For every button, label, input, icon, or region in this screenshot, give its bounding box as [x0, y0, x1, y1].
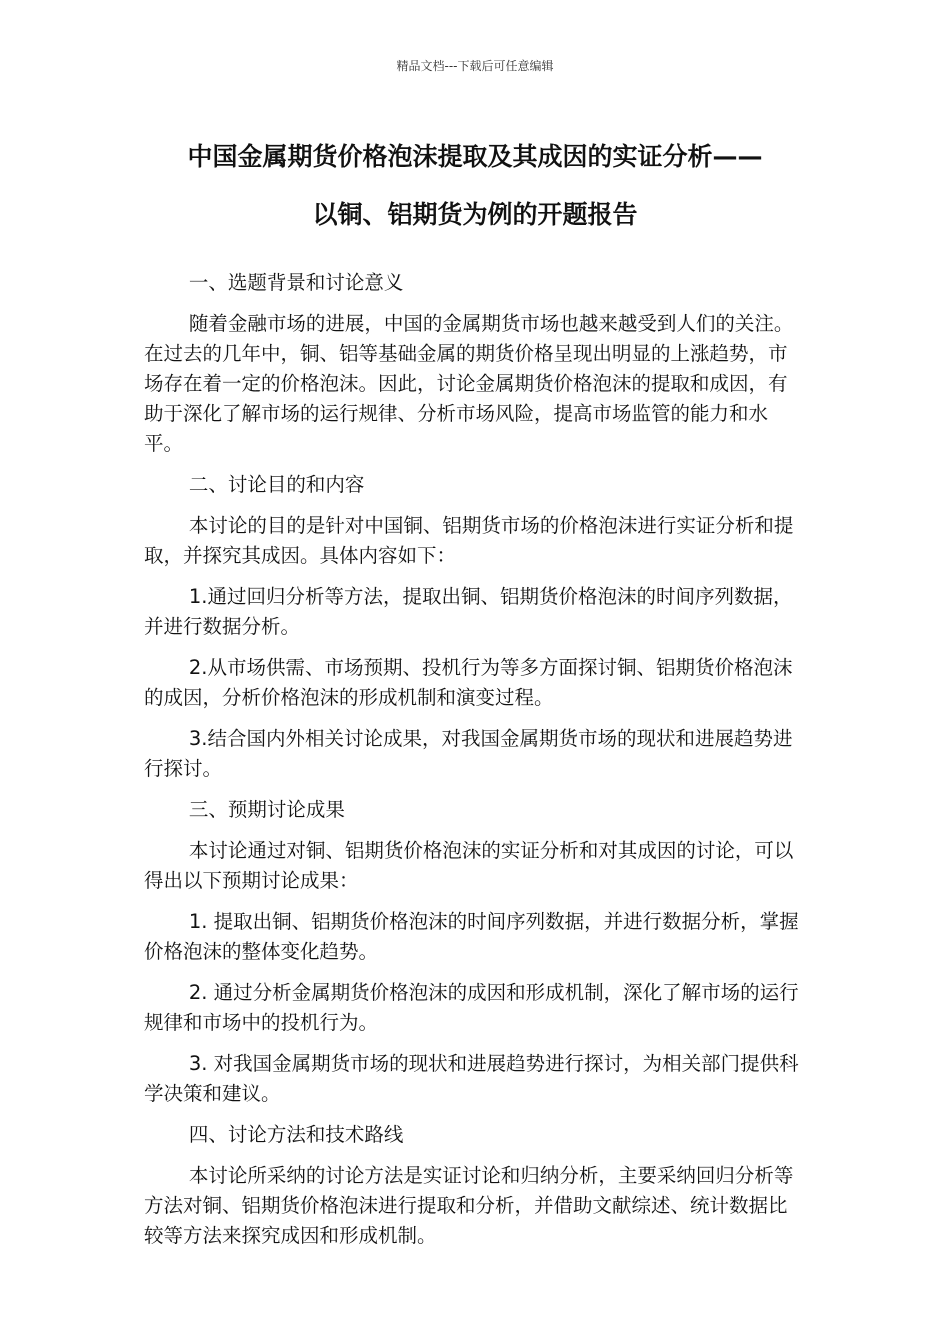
- list-item-objective-2: 2.从市场供需、市场预期、投机行为等多方面探讨铜、铝期货价格泡沫的成因，分析价格泡沫的形成机制和演变过程。: [144, 656, 793, 709]
- page-header: 精品文档---下载后可任意编辑: [396, 59, 554, 73]
- list-item-result-1: 1. 提取出铜、铝期货价格泡沫的时间序列数据，并进行数据分析，掌握价格泡沫的整体变化趋势。: [144, 910, 799, 963]
- document-body: [144, 268, 800, 1262]
- section-heading-background: 一、选题背景和讨论意义: [188, 271, 404, 294]
- paragraph-objectives: 本讨论的目的是针对中国铜、铝期货市场的价格泡沫进行实证分析和提取，并探究其成因。具体内容如下：: [144, 514, 794, 567]
- document-title-line-1: 中国金属期货价格泡沫提取及其成因的实证分析——: [187, 142, 763, 171]
- list-item-result-3: 3. 对我国金属期货市场的现状和进展趋势进行探讨，为相关部门提供科学决策和建议。: [144, 1052, 799, 1105]
- document-title-line-2: 以铜、铝期货为例的开题报告: [312, 200, 638, 229]
- section-heading-expected-results: 三、预期讨论成果: [188, 798, 345, 821]
- paragraph-expected-results: 本讨论通过对铜、铝期货价格泡沫的实证分析和对其成因的讨论，可以得出以下预期讨论成果：: [144, 839, 794, 892]
- paragraph-methods: 本讨论所采纳的讨论方法是实证讨论和归纳分析，主要采纳回归分析等方法对铜、铝期货价格泡沫进行提取和分析，并借助文献综述、统计数据比较等方法来探究成因和形成机制。: [144, 1164, 794, 1247]
- section-heading-objectives: 二、讨论目的和内容: [188, 473, 365, 496]
- section-heading-methods: 四、讨论方法和技术路线: [188, 1123, 404, 1146]
- document-title: [120, 128, 830, 244]
- list-item-result-2: 2. 通过分析金属期货价格泡沫的成因和形成机制，深化了解市场的运行规律和市场中的投机行为。: [144, 981, 799, 1034]
- list-item-objective-1: 1.通过回归分析等方法，提取出铜、铝期货价格泡沫的时间序列数据，并进行数据分析。: [144, 585, 793, 638]
- paragraph-background: 随着金融市场的进展，中国的金属期货市场也越来越受到人们的关注。在过去的几年中，铜、铝等基础金属的期货价格呈现出明显的上涨趋势，市场存在着一定的价格泡沫。因此，讨论金属期货价格泡沫的提取和成因，有助于深化了解市场的运行规律、分析市场风险，提高市场监管的能力和水平。: [144, 312, 794, 455]
- list-item-objective-3: 3.结合国内外相关讨论成果，对我国金属期货市场的现状和进展趋势进行探讨。: [144, 727, 793, 780]
